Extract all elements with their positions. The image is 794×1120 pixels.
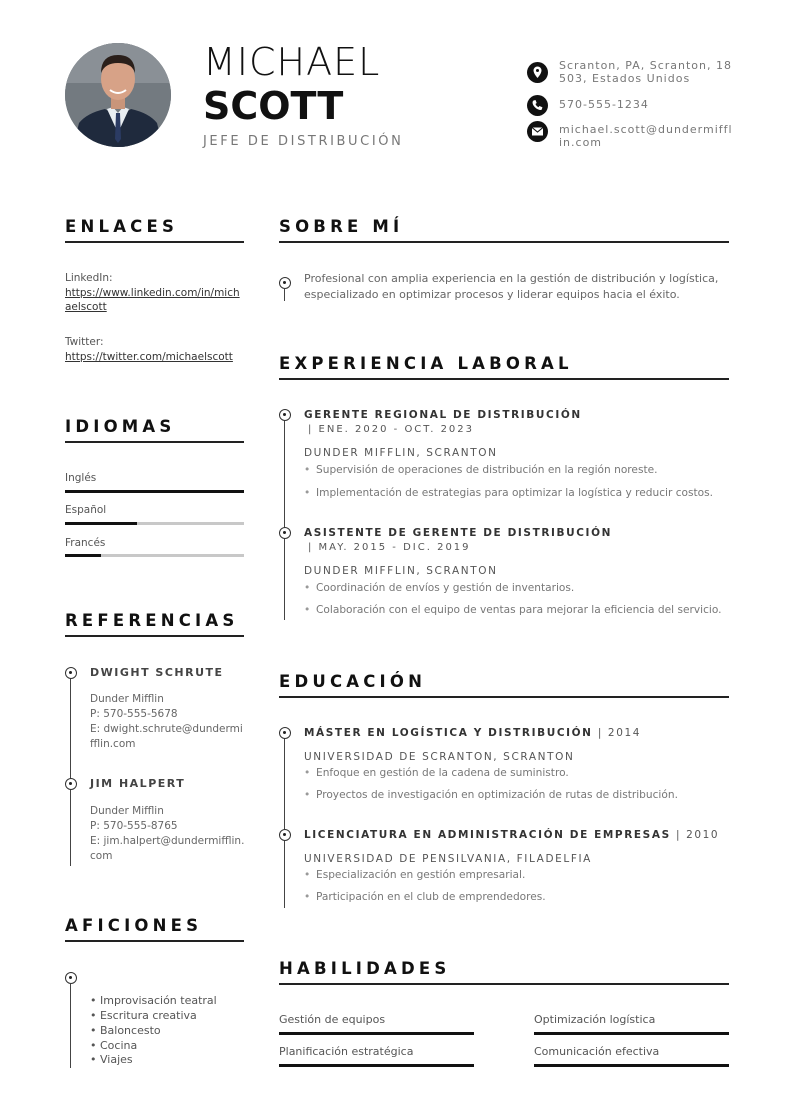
references-divider (65, 635, 244, 637)
contact-address: Scranton, PA, Scranton, 18503, Estados Unidos (559, 59, 732, 85)
skill-label: Planificación estratégica (279, 1045, 414, 1058)
timeline-dot-icon (65, 972, 77, 984)
timeline-dot-icon (65, 778, 77, 790)
job-role: GERENTE REGIONAL DE DISTRIBUCIÓN (304, 409, 582, 421)
skill-label: Optimización logística (534, 1013, 656, 1026)
reference-name: JIM HALPERT (90, 777, 186, 790)
job-company: DUNDER MIFFLIN, SCRANTON (304, 565, 498, 577)
hobbies-timeline (70, 984, 71, 1068)
degree-bullet: • Participación en el club de emprendedores. (304, 891, 546, 903)
degree-year: | 2010 (676, 829, 720, 841)
contact-email[interactable]: michael.scott@dundermifflin.com (559, 123, 733, 149)
hobbies-heading: AFICIONES (65, 916, 203, 935)
hobby-item: • Viajes (90, 1053, 133, 1066)
experience-timeline (284, 420, 285, 620)
timeline-dot-icon (65, 667, 77, 679)
links-heading: ENLACES (65, 217, 179, 236)
degree-title: LICENCIATURA EN ADMINISTRACIÓN DE EMPRESAS | 2010 (304, 829, 720, 841)
experience-divider (279, 378, 729, 380)
job-dates: | ENE. 2020 - OCT. 2023 (308, 424, 475, 435)
job-role: ASISTENTE DE GERENTE DE DISTRIBUCIÓN (304, 527, 612, 539)
degree-bullet: • Enfoque en gestión de la cadena de suministro. (304, 767, 569, 779)
job-bullet: • Supervisión de operaciones de distribución en la región noreste. (304, 464, 658, 476)
degree-year: | 2014 (597, 727, 642, 739)
job-dates: | MAY. 2015 - DIC. 2019 (308, 542, 471, 553)
job-bullet: • Implementación de estrategias para optimizar la logística y reducir costos. (304, 487, 714, 499)
reference-company: Dunder Mifflin (90, 693, 164, 705)
timeline-dot-icon (279, 727, 291, 739)
hobby-item: • Cocina (90, 1039, 138, 1052)
job-company: DUNDER MIFFLIN, SCRANTON (304, 447, 498, 459)
about-text: Profesional con amplia experiencia en la gestión de distribución y logística, especializado en optimizar procesos y liderar equipos hacia el éxito. (304, 272, 719, 301)
hobbies-divider (65, 940, 244, 942)
linkedin-link[interactable]: https://www.linkedin.com/in/michaelscott (65, 286, 240, 313)
language-name: Español (65, 504, 107, 516)
language-level-fill (65, 522, 137, 525)
reference-company: Dunder Mifflin (90, 805, 164, 817)
about-timeline (284, 289, 285, 301)
first-name: MICHAEL (203, 40, 381, 84)
hobby-item: • Baloncesto (90, 1024, 161, 1037)
phone-icon (527, 95, 548, 116)
links-divider (65, 241, 244, 243)
job-title: JEFE DE DISTRIBUCIÓN (203, 134, 404, 149)
skill-label: Gestión de equipos (279, 1013, 386, 1026)
education-heading: EDUCACIÓN (279, 672, 427, 691)
languages-divider (65, 441, 244, 443)
skill-label: Comunicación efectiva (534, 1045, 660, 1058)
job-bullet: • Coordinación de envíos y gestión de inventarios. (304, 582, 575, 594)
experience-heading: EXPERIENCIA LABORAL (279, 354, 573, 373)
location-pin-icon (527, 62, 548, 83)
references-heading: REFERENCIAS (65, 611, 239, 630)
about-divider (279, 241, 729, 243)
profile-photo (65, 43, 171, 147)
timeline-dot-icon (279, 277, 291, 289)
reference-email: E: jim.halpert@dundermifflin.com (90, 835, 245, 862)
twitter-link[interactable]: https://twitter.com/michaelscott (65, 350, 233, 363)
skill-bar (534, 1032, 729, 1035)
hobby-item: • Escritura creativa (90, 1009, 197, 1022)
reference-phone: P: 570-555-8765 (90, 820, 178, 832)
linkedin-label: LinkedIn: (65, 272, 113, 284)
language-level-bar (65, 554, 244, 557)
reference-name: DWIGHT SCHRUTE (90, 666, 224, 679)
degree-school: UNIVERSIDAD DE PENSILVANIA, FILADELFIA (304, 853, 592, 865)
language-level-bar (65, 490, 244, 493)
last-name: SCOTT (203, 84, 344, 128)
reference-phone: P: 570-555-5678 (90, 708, 178, 720)
degree-title: MÁSTER EN LOGÍSTICA Y DISTRIBUCIÓN | 2014 (304, 727, 642, 739)
references-timeline (70, 678, 71, 866)
linkedin-entry (65, 271, 244, 315)
envelope-icon (527, 121, 548, 142)
timeline-dot-icon (279, 829, 291, 841)
degree-school: UNIVERSIDAD DE SCRANTON, SCRANTON (304, 751, 575, 763)
degree-bullet: • Especialización en gestión empresarial. (304, 869, 526, 881)
contact-phone[interactable]: 570-555-1234 (559, 98, 649, 111)
education-timeline (284, 738, 285, 908)
degree-bullet: • Proyectos de investigación en optimización de rutas de distribución. (304, 789, 678, 801)
skills-divider (279, 983, 729, 985)
twitter-entry (65, 335, 250, 364)
language-name: Francés (65, 537, 106, 549)
reference-email: E: dwight.schrute@dundermifflin.com (90, 723, 243, 750)
skill-bar (279, 1032, 474, 1035)
languages-heading: IDIOMAS (65, 417, 176, 436)
job-bullet: • Colaboración con el equipo de ventas para mejorar la eficiencia del servicio. (304, 604, 722, 616)
skills-heading: HABILIDADES (279, 959, 451, 978)
skill-bar (279, 1064, 474, 1067)
education-divider (279, 696, 729, 698)
about-heading: SOBRE MÍ (279, 217, 404, 236)
language-level-fill (65, 554, 101, 557)
language-level-fill (65, 490, 244, 493)
timeline-dot-icon (279, 527, 291, 539)
language-level-bar (65, 522, 244, 525)
twitter-label: Twitter: (65, 336, 104, 348)
hobby-item: • Improvisación teatral (90, 994, 217, 1007)
language-name: Inglés (65, 472, 97, 484)
skill-bar (534, 1064, 729, 1067)
timeline-dot-icon (279, 409, 291, 421)
